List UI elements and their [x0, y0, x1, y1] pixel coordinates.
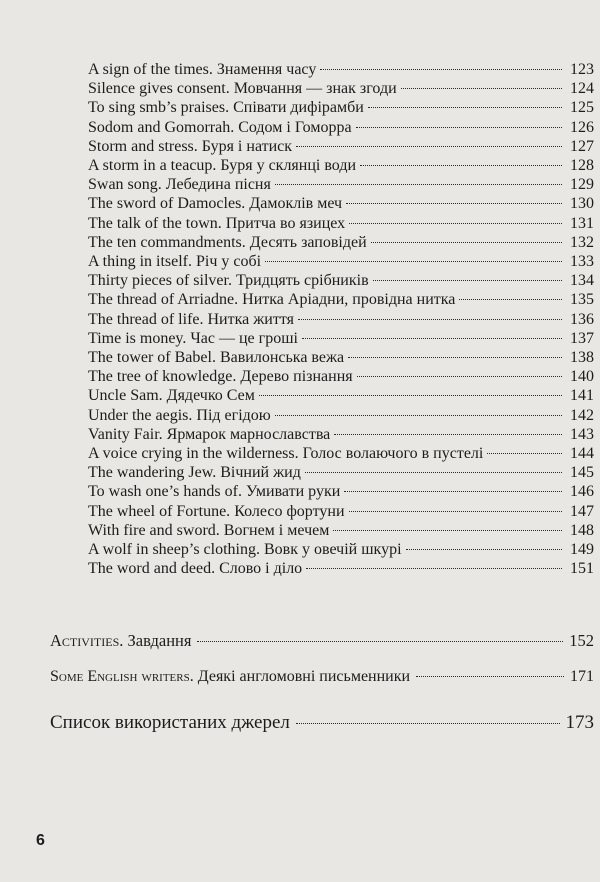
entry-title-ua: Знамення часу — [216, 61, 317, 78]
entry-page-number: 145 — [570, 464, 594, 482]
toc-entry-title — [88, 98, 364, 118]
dot-leader — [296, 723, 560, 724]
entry-title-ua: Буря і натиск — [201, 137, 293, 155]
entry-title-en: A voice crying in the wilderness. — [88, 445, 299, 462]
toc-entry — [88, 540, 594, 560]
toc-entry-title — [88, 502, 345, 522]
dot-leader — [401, 88, 562, 89]
entry-page-number: 130 — [570, 195, 594, 213]
entry-page-number: 128 — [570, 157, 594, 174]
toc-entry — [88, 271, 594, 291]
entry-title-ua: Нитка життя — [207, 310, 294, 328]
entry-page-number: 137 — [570, 329, 594, 347]
entry-title-en: A storm in a teacup. — [88, 157, 217, 174]
entry-page-number: 149 — [570, 541, 594, 558]
toc-entry-title — [88, 540, 402, 560]
entry-title-en: Silence gives consent. — [88, 80, 230, 98]
toc-entry — [88, 502, 594, 522]
dot-leader — [346, 203, 562, 204]
entry-title-en: A wolf in sheep’s clothing. — [88, 541, 260, 558]
toc-entry — [88, 252, 594, 272]
toc-entry — [88, 386, 594, 406]
entry-title-ua: Вовк у овечій шкурі — [263, 541, 402, 558]
entry-title-ua: Дерево пізнання — [240, 368, 353, 386]
toc-entry-title — [88, 329, 298, 349]
toc-entry — [88, 214, 594, 234]
toc-entry — [88, 98, 594, 118]
toc-section-activities — [50, 630, 594, 652]
dot-leader — [275, 415, 562, 416]
toc-entry-title — [88, 118, 352, 138]
entry-page-number: 133 — [570, 253, 594, 270]
entry-title-en: The talk of the town. — [88, 214, 222, 232]
entry-title-en: Time is money. — [88, 329, 187, 347]
toc-entry-title — [88, 137, 292, 157]
section-title-en: Some English writers. — [50, 668, 194, 685]
entry-title-en: The thread of Arriadne. — [88, 291, 239, 309]
dot-leader — [344, 491, 562, 492]
entry-title-ua: Під егідою — [196, 406, 271, 424]
entry-title-en: The wheel of Fortune. — [88, 502, 231, 520]
entry-title-ua: Ярмарок марнославства — [166, 425, 331, 443]
section-title-ua: Завдання — [127, 631, 192, 650]
entry-title-en: The ten commandments. — [88, 233, 246, 251]
entry-title-en: With fire and sword. — [88, 521, 220, 539]
toc-entry — [88, 406, 594, 426]
dot-leader — [306, 568, 562, 569]
entry-title-ua: Час — це гроші — [190, 329, 298, 347]
toc-entry — [88, 521, 594, 541]
entry-page-number: 144 — [570, 445, 594, 462]
dot-leader — [333, 530, 562, 531]
entry-page-number: 125 — [570, 99, 594, 117]
entry-page-number: 134 — [570, 272, 594, 290]
entry-page-number: 123 — [570, 61, 594, 78]
entry-title-en: Storm and stress. — [88, 137, 198, 155]
entry-title-en: The tower of Babel. — [88, 349, 216, 366]
entry-title-en: Thirty pieces of silver. — [88, 272, 232, 290]
entry-page-number: 126 — [570, 118, 594, 136]
dot-leader — [416, 676, 564, 677]
dot-leader — [265, 261, 562, 262]
entry-title-ua: Буря у склянці води — [220, 157, 357, 174]
toc-entry-title — [88, 310, 294, 330]
toc-entry-title — [88, 175, 271, 195]
section-title-en: Activities. — [50, 631, 124, 650]
toc-entry — [88, 367, 594, 387]
toc-entry — [88, 137, 594, 157]
dot-leader — [406, 549, 562, 550]
entry-page-number: 138 — [570, 349, 594, 366]
entry-page-number: 132 — [570, 233, 594, 251]
entry-title-ua: Лебедина пісня — [165, 176, 271, 194]
entry-page-number: 135 — [570, 291, 594, 309]
toc-entry — [88, 156, 594, 176]
dot-leader — [275, 184, 562, 185]
toc-section-writers — [50, 666, 594, 688]
section-page-number: 173 — [565, 712, 594, 733]
entry-page-number: 124 — [570, 80, 594, 98]
dot-leader — [371, 242, 562, 243]
entry-title-ua: Притча во язицех — [225, 214, 346, 232]
dot-leader — [356, 127, 562, 128]
toc-entry — [88, 482, 594, 502]
toc-entry — [88, 60, 594, 80]
toc-entry — [88, 348, 594, 368]
dot-leader — [348, 357, 562, 358]
dot-leader — [305, 472, 562, 473]
entry-page-number: 140 — [570, 368, 594, 386]
entry-title-en: To sing smb’s praises. — [88, 99, 230, 117]
entry-title-en: The word and deed. — [88, 560, 216, 578]
toc-entry-title — [88, 60, 316, 80]
entry-title-ua: Мовчання — знак згоди — [233, 80, 397, 98]
dot-leader — [259, 395, 562, 396]
entry-page-number: 127 — [570, 137, 594, 155]
entry-page-number: 151 — [570, 560, 594, 578]
entry-title-ua: Тридцять срібників — [235, 272, 369, 290]
toc-section-sources — [50, 712, 594, 734]
toc-entry-title — [88, 463, 301, 483]
toc-entry-title — [88, 559, 302, 579]
dot-leader — [360, 165, 562, 166]
entry-title-ua: Содом і Гоморра — [238, 118, 352, 136]
entry-page-number: 136 — [570, 310, 594, 328]
dot-leader — [357, 376, 562, 377]
dot-leader — [368, 107, 562, 108]
entry-page-number: 142 — [570, 406, 594, 424]
entry-page-number: 146 — [570, 483, 594, 501]
entry-title-en: The sword of Damocles. — [88, 195, 246, 213]
entry-title-ua: Нитка Аріадни, провідна нитка — [242, 291, 456, 309]
toc-entry-title — [88, 156, 356, 176]
toc-entry — [88, 79, 594, 99]
entry-title-en: Vanity Fair. — [88, 425, 163, 443]
section-page-number: 152 — [569, 631, 594, 650]
section-page-number: 171 — [570, 668, 594, 685]
entry-page-number: 141 — [570, 387, 594, 405]
entry-title-ua: Колесо фортуни — [234, 502, 345, 520]
toc-entry — [88, 310, 594, 330]
toc-entry — [88, 463, 594, 483]
toc-entry-title — [88, 214, 345, 234]
toc-entry-title — [88, 367, 353, 387]
page-number: 6 — [36, 832, 45, 849]
dot-leader — [349, 223, 562, 224]
toc-entry-title — [88, 521, 329, 541]
section-title-ua: Список використаних джерел — [50, 712, 290, 733]
toc-entry-title — [88, 252, 261, 272]
toc-entry-title — [88, 290, 455, 310]
toc-entry-title — [88, 233, 367, 253]
toc-entry-title — [88, 348, 344, 368]
entry-title-ua: Дядечко Сем — [166, 387, 255, 405]
toc-entry-title — [88, 482, 340, 502]
toc-entry — [88, 233, 594, 253]
entry-title-en: The thread of life. — [88, 310, 204, 328]
entry-title-en: Under the aegis. — [88, 406, 193, 424]
entry-title-en: The wandering Jew. — [88, 464, 217, 482]
toc-entry — [88, 118, 594, 138]
entry-page-number: 143 — [570, 425, 594, 443]
entry-page-number: 148 — [570, 521, 594, 539]
entry-page-number: 147 — [570, 502, 594, 520]
dot-leader — [487, 453, 562, 454]
toc-entry — [88, 194, 594, 214]
dot-leader — [320, 69, 562, 70]
entry-title-ua: Вогнем і мечем — [223, 521, 330, 539]
entry-title-en: A thing in itself. — [88, 253, 192, 270]
entry-title-ua: Умивати руки — [245, 483, 341, 501]
entry-title-en: Swan song. — [88, 176, 162, 194]
dot-leader — [373, 280, 562, 281]
toc-entry — [88, 559, 594, 579]
toc-entry-title — [88, 194, 342, 214]
entry-title-en: Uncle Sam. — [88, 387, 163, 405]
toc-entry-title — [88, 386, 255, 406]
entry-title-ua: Голос волаючого в пустелі — [302, 445, 484, 462]
entry-page-number: 131 — [570, 214, 594, 232]
entry-title-ua: Вавилонська вежа — [219, 349, 345, 366]
toc-entry — [88, 329, 594, 349]
toc-entry — [88, 290, 594, 310]
toc-entry — [88, 444, 594, 464]
toc-entry-title — [88, 271, 369, 291]
entry-title-ua: Співати дифірамби — [233, 99, 364, 117]
entry-title-en: Sodom and Gomorrah. — [88, 118, 235, 136]
dot-leader — [298, 319, 562, 320]
toc-entry-title — [88, 444, 483, 464]
entry-page-number: 129 — [570, 176, 594, 194]
toc-entry-title — [88, 406, 271, 426]
entry-title-ua: Дамоклів меч — [249, 195, 343, 213]
entry-title-en: The tree of knowledge. — [88, 368, 237, 386]
toc-entry-title — [88, 425, 330, 445]
dot-leader — [197, 641, 563, 642]
entry-title-en: To wash one’s hands of. — [88, 483, 242, 501]
dot-leader — [349, 511, 563, 512]
dot-leader — [459, 299, 562, 300]
dot-leader — [296, 146, 562, 147]
entry-title-ua: Вічний жид — [220, 464, 301, 482]
toc-entry-title — [88, 79, 397, 99]
section-title-ua: Деякі англомовні письменники — [197, 668, 411, 685]
entry-title-en: A sign of the times. — [88, 61, 213, 78]
toc-entry — [88, 175, 594, 195]
entry-title-ua: Річ у собі — [196, 253, 262, 270]
toc-entry — [88, 425, 594, 445]
entry-title-ua: Слово і діло — [219, 560, 303, 578]
entry-title-ua: Десять заповідей — [249, 233, 367, 251]
dot-leader — [334, 434, 562, 435]
dot-leader — [302, 338, 562, 339]
